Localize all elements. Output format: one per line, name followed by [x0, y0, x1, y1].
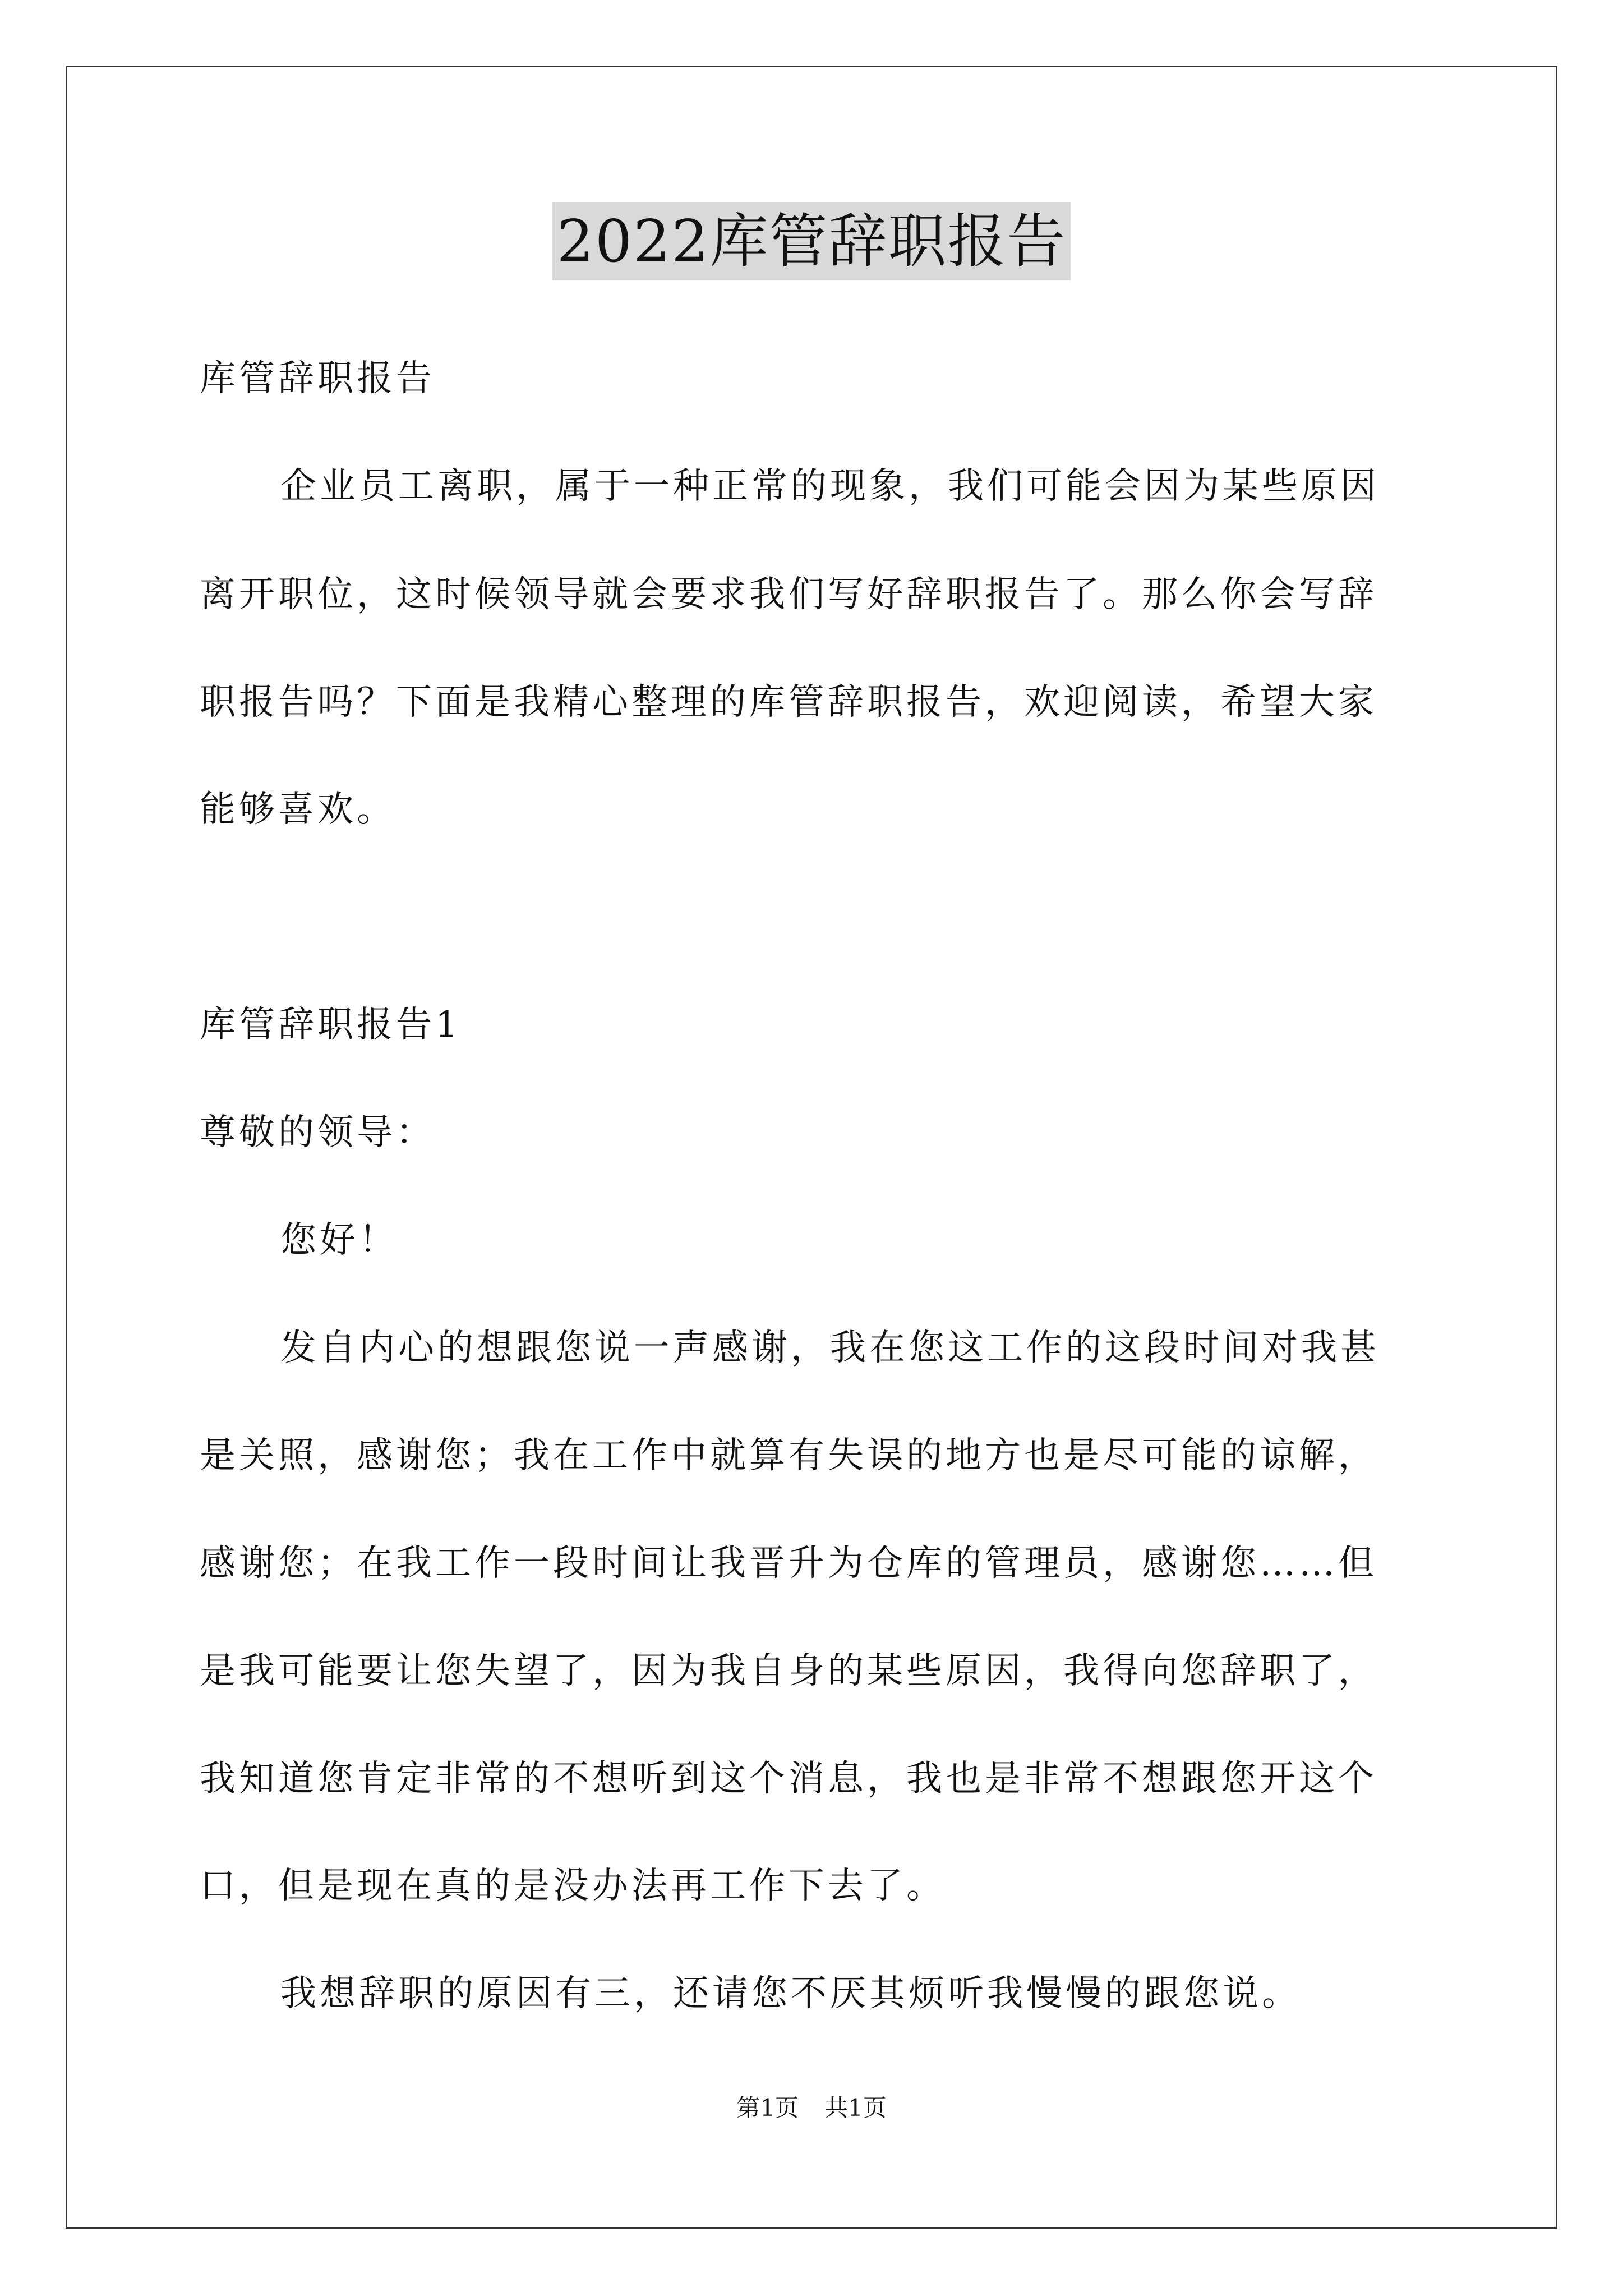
intro-line-1: 企业员工离职，属于一种正常的现象，我们可能会因为某些原因: [280, 466, 1380, 507]
page-total: 共1页: [824, 2094, 887, 2122]
intro-line-4: 能够喜欢。: [200, 789, 396, 830]
body-line-6: 口，但是现在真的是没办法再工作下去了。: [200, 1865, 946, 1907]
document-subtitle: 库管辞职报告: [200, 358, 435, 399]
title-container: [0, 202, 1623, 280]
body-line-4: 是我可能要让您失望了，因为我自身的某些原因，我得向您辞职了，: [200, 1650, 1377, 1692]
body-line-5: 我知道您肯定非常的不想听到这个消息，我也是非常不想跟您开这个: [200, 1758, 1377, 1800]
greeting: 您好！: [280, 1220, 398, 1261]
body-line-1: 发自内心的想跟您说一声感谢，我在您这工作的这段时间对我甚: [280, 1327, 1380, 1369]
salutation: 尊敬的领导：: [200, 1112, 435, 1153]
closing-line: 我想辞职的原因有三，还请您不厌其烦听我慢慢的跟您说。: [280, 1973, 1301, 2014]
section-heading: 库管辞职报告1: [200, 1004, 462, 1046]
intro-line-2: 离开职位，这时候领导就会要求我们写好辞职报告了。那么你会写辞: [200, 574, 1377, 615]
page-number: 第1页: [736, 2094, 799, 2122]
page-footer: [0, 2092, 1623, 2124]
intro-line-3: 职报告吗？下面是我精心整理的库管辞职报告，欢迎阅读，希望大家: [200, 682, 1377, 723]
document-title: 2022库管辞职报告: [552, 202, 1071, 280]
body-line-2: 是关照，感谢您；我在工作中就算有失误的地方也是尽可能的谅解，: [200, 1435, 1377, 1476]
body-line-3: 感谢您；在我工作一段时间让我晋升为仓库的管理员，感谢您……但: [200, 1543, 1377, 1584]
